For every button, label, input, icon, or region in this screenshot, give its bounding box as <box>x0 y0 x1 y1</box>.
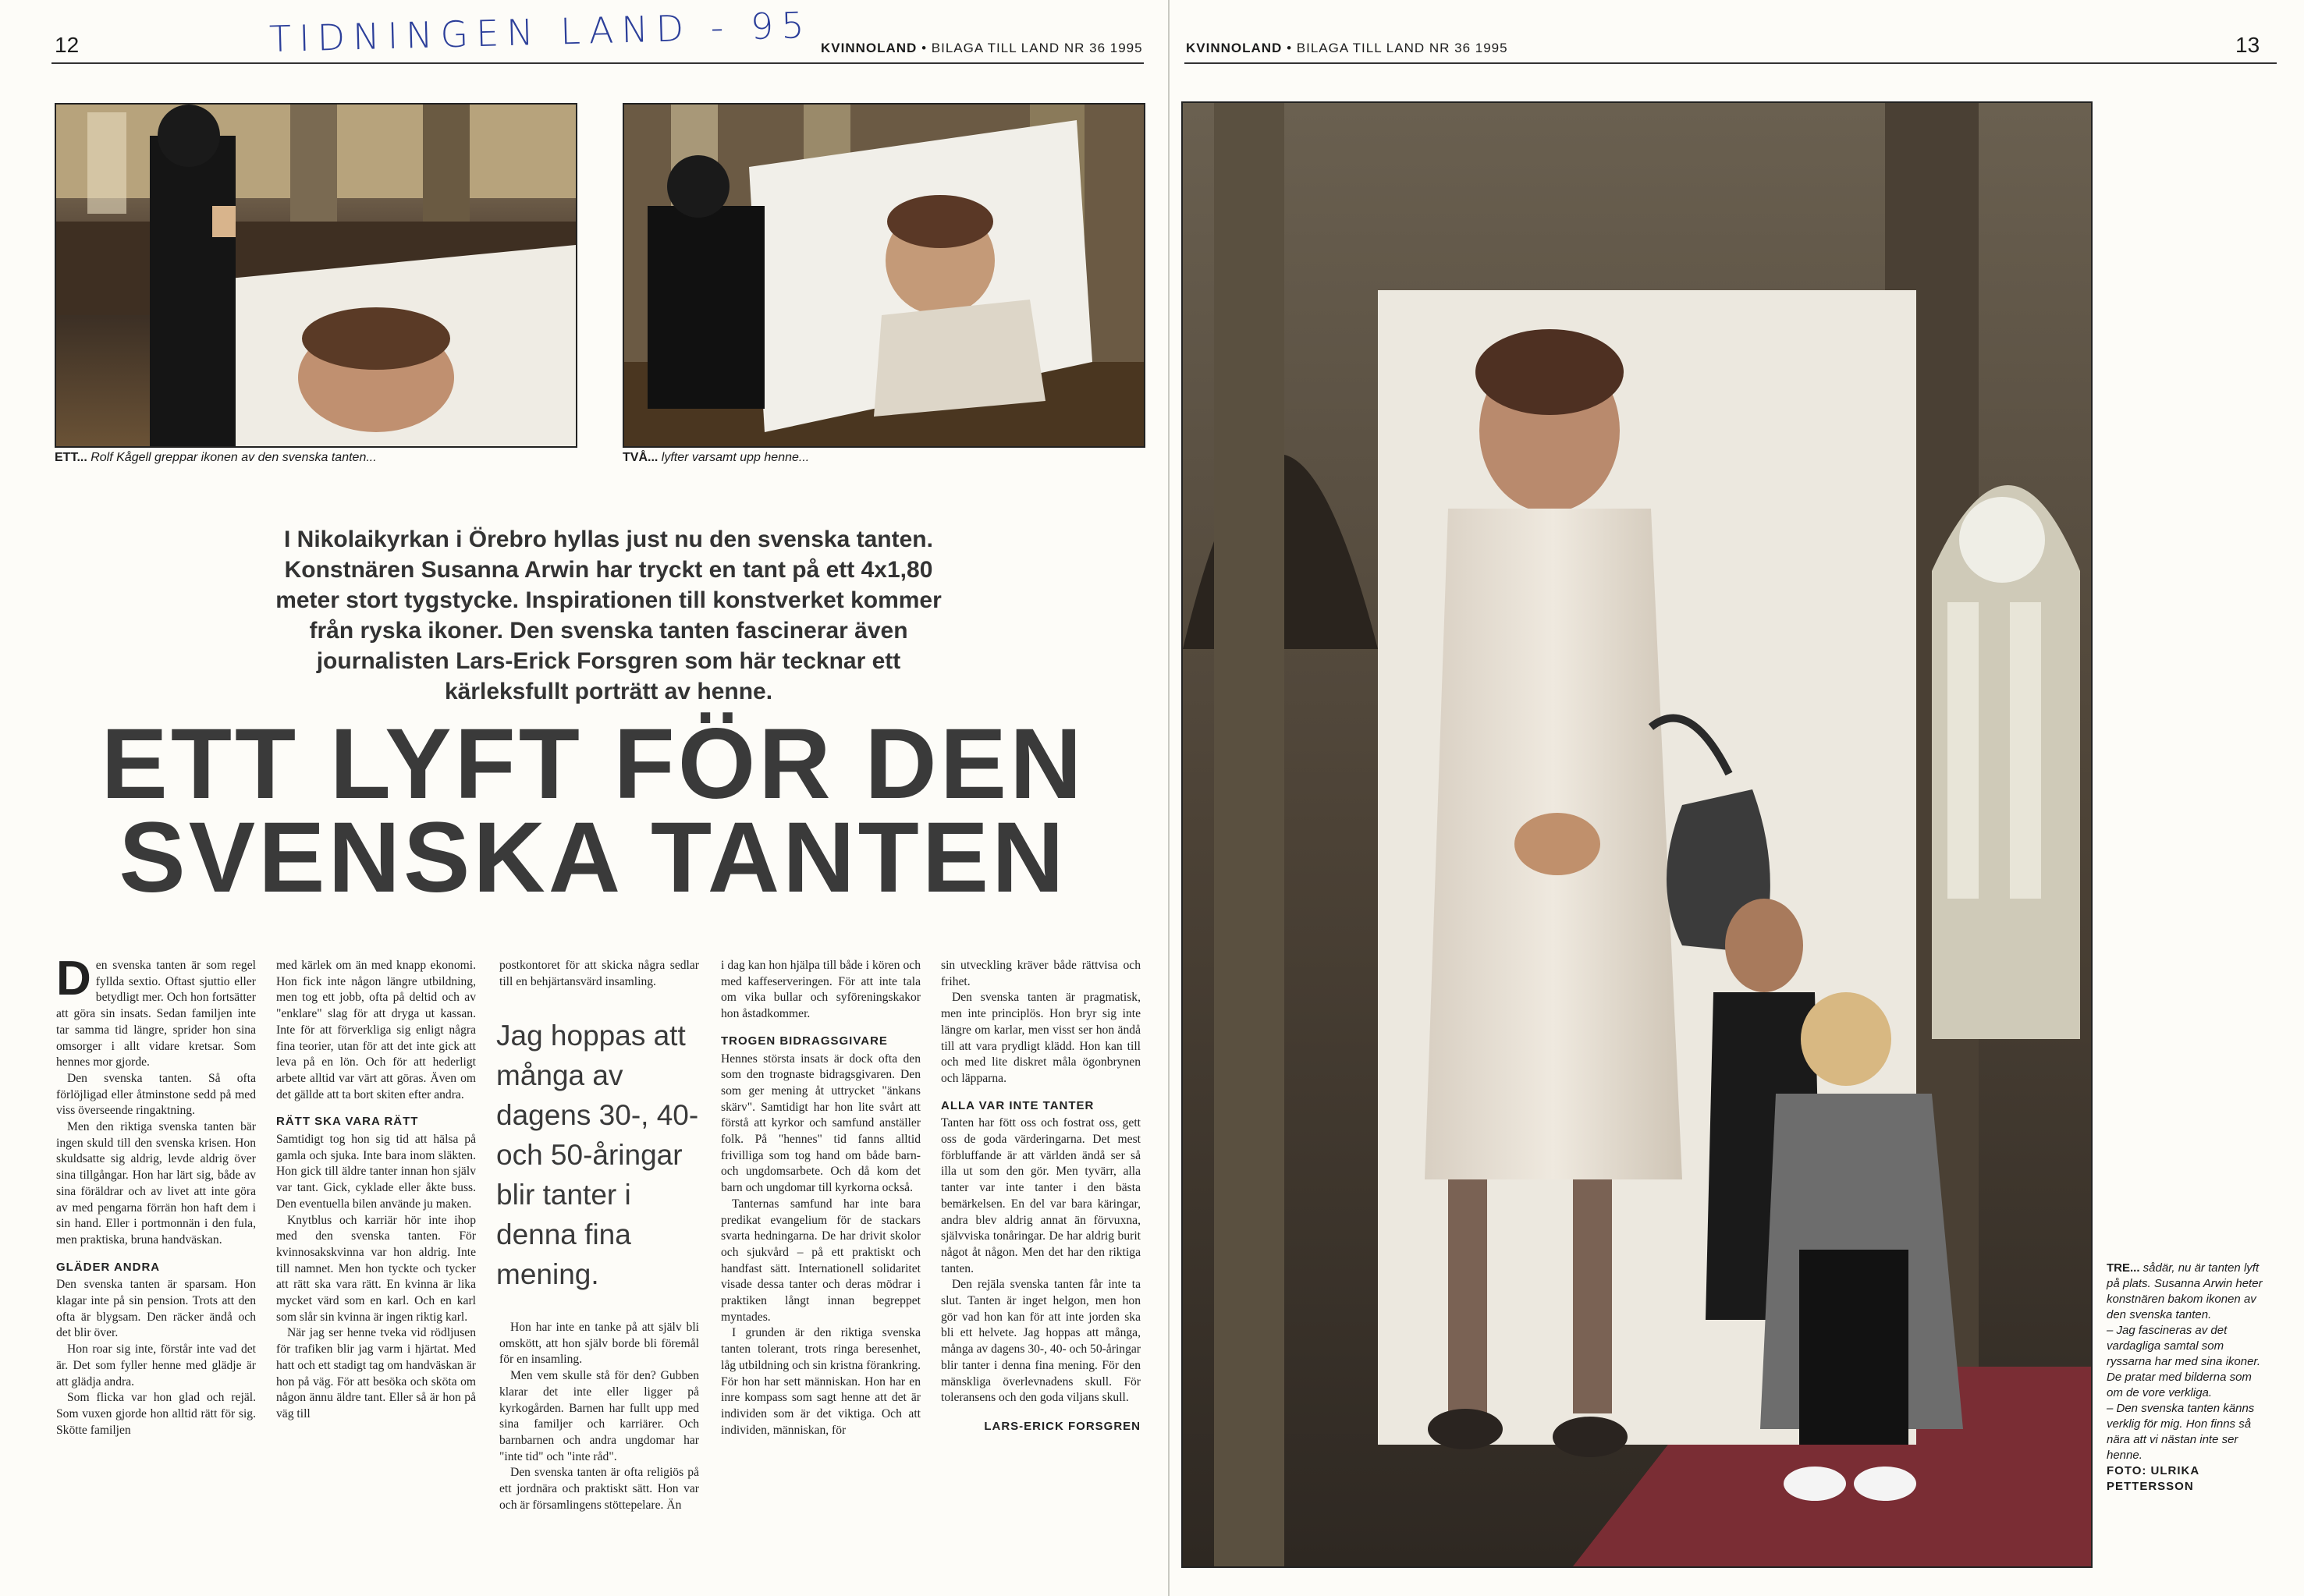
article-column-3-bottom <box>499 1320 699 1513</box>
photo-tva-caption-text: lyfter varsamt upp henne... <box>658 451 810 464</box>
left-supplement: BILAGA TILL LAND NR 36 1995 <box>931 41 1143 55</box>
handwritten-note: TIDNINGEN LAND - 95 <box>268 3 813 61</box>
article-paragraph: med kärlek om än med knapp ekonomi. Hon fick inte någon längre utbildning, men tog ett jobb, ofta på deltid och av "enklare" slag för att dryga ut kassan. Inte för att förverkliga sig enligt några fina teorier, utan för att det inte gick att leva på en lön. Och för att hederligt arbete alltid var värt att göras. Även om det gällde att ta bort skiten efter andra. <box>276 959 476 1101</box>
subheading: RÄTT SKA VARA RÄTT <box>276 1115 419 1129</box>
article-paragraph: När jag ser henne tveka vid rödljusen för trafiken blir jag varm i hjärtat. Med hatt och ett stadigt tag om handväskan är hon på väg. För att besöka och sköta om någon ännu äldre tant. Eller så är hon på väg till <box>276 1326 476 1420</box>
subheading: GLÄDER ANDRA <box>56 1260 161 1274</box>
left-section-name: KVINNOLAND <box>821 41 918 55</box>
photo-ett-caption <box>55 451 377 465</box>
article-paragraph: Hon har inte en tanke på att själv bli omskött, att hon själv borde bli föremål för en insamling. <box>499 1321 699 1367</box>
photo-tre <box>1181 101 2093 1568</box>
article-paragraph: Hon roar sig inte, förstår inte vad det är. Det som fyller henne med glädje är att glädja andra. <box>56 1342 256 1389</box>
article-paragraph: sin utveckling kräver både rättvisa och frihet. <box>941 959 1141 988</box>
article-paragraph: i dag kan hon hjälpa till både i kören och med kaffeserveringen. För att inte tala om vika bullar och syföreningskakor hon åstadkommer. <box>721 959 921 1021</box>
right-section-name: KVINNOLAND <box>1186 41 1283 55</box>
article-paragraph: Den svenska tanten är ofta religiös på ett jordnära och praktiskt sätt. Hon var och är församlingens stöttepelare. Än <box>499 1466 699 1512</box>
article-column-4 <box>721 958 921 1438</box>
photo-tva-illustration <box>624 105 1144 446</box>
lead-paragraph: I Nikolaikyrkan i Örebro hyllas just nu den svenska tanten. Konstnären Susanna Arwin har tryckt en tant på ett 4x1,80 meter stort tygstycke. Inspirationen till konstverket kommer från ryska ikoner. Den svenska tanten fascinerar även journalisten Lars-Erick Forsgren som här tecknar ett kärleksfullt porträtt av henne. <box>275 527 942 704</box>
photo-ett <box>55 103 577 448</box>
headline-line-2: SVENSKA TANTEN <box>119 802 1067 913</box>
photo-tva <box>623 103 1145 448</box>
byline: LARS-ERICK FORSGREN <box>984 1419 1141 1433</box>
article-paragraph: Tanternas samfund har inte bara predikat evangelium för de stackars svarta hedningarna. De har drivit skolor och sjukvård – på ett praktiskt och handfast sätt. Internationell solidaritet visade dessa tanter och deras mödrar i praktiken långt innan begreppet myntades. <box>721 1197 921 1324</box>
article-paragraph: I grunden är den riktiga svenska tanten tolerant, trots ringa beresenhet, låg utbildning och sin kristna förankring. För hon har sett människan. Hon har en inre kompass som sagt henne att det är individen som är det viktiga. Och att individen, människan, för <box>721 1326 921 1437</box>
article-column-5 <box>941 958 1141 1435</box>
right-header-rule <box>1184 62 2277 64</box>
article-paragraph: Knytblus och karriär hör inte ihop med den svenska tanten. För kvinnosakskvinna var hon aldrig. Inte till namnet. Men hon tyckte och tycker att rätt ska vara rätt. En kvinna är lika mycket värd som en karl. Och en karl som slår sin kvinna är ingen riktig karl. <box>276 1213 476 1324</box>
page-number-left: 12 <box>55 33 80 57</box>
article-column-2 <box>276 958 476 1423</box>
photo-tva-caption <box>623 451 809 465</box>
subheading: TROGEN BIDRAGSGIVARE <box>721 1034 888 1048</box>
article-paragraph: Den svenska tanten är pragmatisk, men inte principlös. Hon bryr sig inte längre om karlar, men visst ser hon ändå till att vara prydligt klädd. Hon kan till och med lite diskret måla ögonbrynen och läpparna. <box>941 991 1141 1085</box>
left-running-header <box>821 41 1143 56</box>
separator-dot: • <box>921 41 928 55</box>
article-column-1 <box>56 952 256 1438</box>
article-paragraph: Den svenska tanten. Så ofta förlöjligad eller åtminstone sedd på med viss överseende ringaktning. <box>56 1071 256 1118</box>
photo-tva-caption-lead: TVÅ... <box>623 451 659 464</box>
article-paragraph: Den rejäla svenska tanten får inte ta slut. Tanten är inget helgon, men hon gör vad hon kan för att inte jorden ska bli ett helvete. Jag hoppas att många, många av dagens 30-, 40- och 50-åringar blir tanter i denna fina mening. För den mänskliga överlevnadens skull. För toleransens och den goda viljans skull. <box>941 1278 1141 1405</box>
article-paragraph: postkontoret för att skicka några sedlar till en behjärtansvärd insamling. <box>499 959 699 988</box>
article-column-3-top <box>499 958 699 990</box>
article-paragraph: Samtidigt tog hon sig tid att hälsa på gamla och sjuka. Inte bara inom släkten. Hon gick till äldre tanter innan hon själv var tant. Gick, cyklade eller åkte buss. Den eventuella bilen använde ju maken. <box>276 1133 476 1211</box>
photo-tre-caption-quote: – Den svenska tanten känns verklig för mig. Hon finns så nära att vi nästan inte ser henne. <box>2107 1402 2255 1462</box>
article-paragraph: Men vem skulle stå för den? Gubben klarar det inte eller ligger på kyrkogården. Barnen har fullt upp med sina familjer och karriärer. Och barnbarnen och andra ungdomar har "inte tid" och "inte råd". <box>499 1369 699 1463</box>
article-paragraph: Som flicka var hon glad och rejäl. Som vuxen gjorde hon alltid rätt för sig. Skötte familjen <box>56 1391 256 1437</box>
photo-tre-caption-lead: TRE... <box>2107 1261 2140 1275</box>
headline-line-1: ETT LYFT FÖR DEN <box>101 708 1085 820</box>
pull-quote: Jag hoppas att många av dagens 30-, 40- och 50-åringar blir tanter i denna fina mening. <box>496 1020 699 1290</box>
photo-tre-caption-quote: – Jag fascineras av det vardagliga samtal som ryssarna har med sina ikoner. De pratar med bilderna som om de vore verkliga. <box>2107 1324 2261 1399</box>
photo-tre-caption <box>2107 1261 2270 1495</box>
drop-cap: D <box>56 952 91 1005</box>
subheading: ALLA VAR INTE TANTER <box>941 1098 1095 1112</box>
photo-ett-caption-text: Rolf Kågell greppar ikonen av den svenska tanten... <box>87 451 377 464</box>
photo-ett-illustration <box>56 105 576 446</box>
photo-credit: FOTO: ULRIKA PETTERSSON <box>2107 1464 2199 1493</box>
page-number-right: 13 <box>2235 33 2260 57</box>
photo-tre-illustration <box>1183 103 2091 1566</box>
article-paragraph: Men den riktiga svenska tanten bär ingen skuld till den svenska krisen. Hon skuldsatte sig aldrig, levde aldrig över sina tillgångar. Hon har lärt sig, både av sina föräldrar och av livet att inte göra av med pengarna förrän hon haft dem i sin hand. Eller i portmonnän i den fula, men praktiska, bruna handväskan. <box>56 1120 256 1247</box>
article-intro: en svenska tanten är som regel fyllda sextio. Oftast sjuttio eller betydligt mer. Och hon fortsätter att göra sin insats. Sedan familjen inte tar samma tid längre, sprider hon sina omsorger i allt vidare kretsar. Som hennes mor gjorde. <box>56 959 256 1069</box>
photo-tre-caption-text: sådär, nu är tanten lyft på plats. Susanna Arwin heter konstnären bakom ikonen av den svenska tanten. <box>2107 1261 2263 1321</box>
left-header-rule <box>51 62 1144 64</box>
article-paragraph: Hennes största insats är dock ofta den som den trognaste bidragsgivaren. Den som ger mening åt uttrycket "änkans skärv". Samtidigt har hon lite svårt att förstå att kyrkor och samfund anställer folk. På "hennes" tid fanns alltid frivilliga som tog hand om både barn- och ungdomsarbete. Och då kom det barn och ungdomar till kyrkorna också. <box>721 1052 921 1195</box>
photo-ett-caption-lead: ETT... <box>55 451 87 464</box>
article-paragraph: Tanten har fött oss och fostrat oss, gett oss de goda värderingarna. Det mest förbluffande är att världen ändå ser så illa ut som den gör. Men tyvärr, alla tanter var inte tanter i den bästa bemärkelsen. En del var bara käringar, andra blev aldrig annat än förvuxna, självviska tonåringar. De har aldrig burit något åt någon. Men det har den riktiga tanten. <box>941 1116 1141 1275</box>
article-paragraph: Den svenska tanten är sparsam. Hon klagar inte på sin pension. Trots att den ofta är blygsam. Den räcker ändå och det blir över. <box>56 1278 256 1340</box>
headline <box>47 708 1139 913</box>
page-gutter <box>1168 0 1170 1596</box>
right-running-header <box>1186 41 1508 56</box>
separator-dot: • <box>1287 41 1293 55</box>
right-supplement: BILAGA TILL LAND NR 36 1995 <box>1296 41 1508 55</box>
